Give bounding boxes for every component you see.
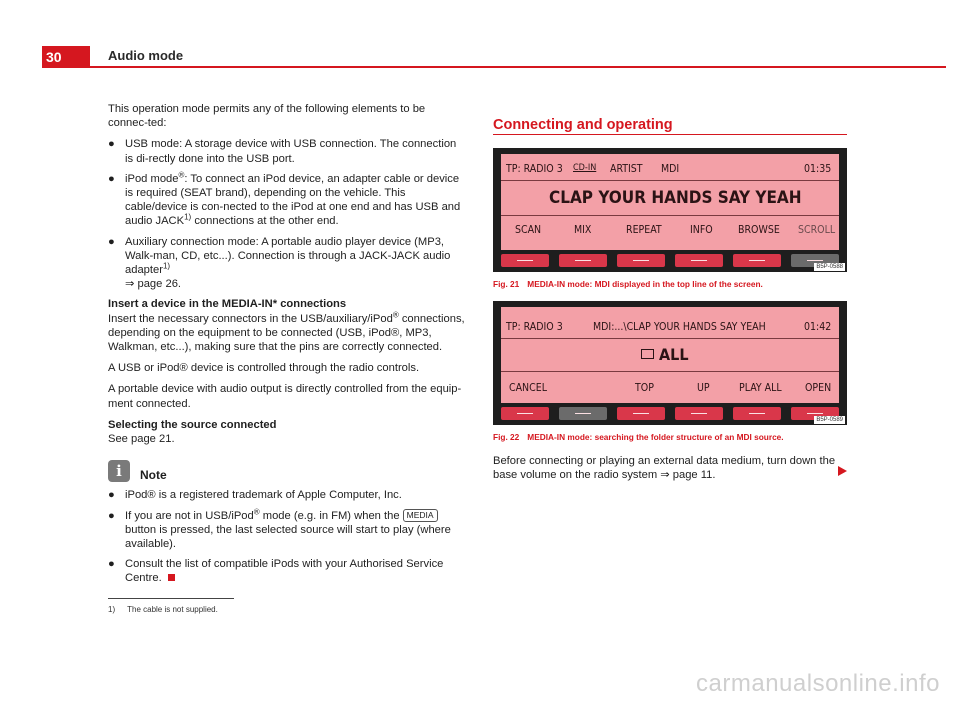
bullet-icon: ● bbox=[108, 172, 115, 185]
folder-row bbox=[641, 345, 688, 364]
softkey-button[interactable] bbox=[559, 254, 607, 267]
softkey-button[interactable] bbox=[675, 254, 723, 267]
list-item bbox=[108, 137, 466, 165]
bullet-icon: ● bbox=[108, 235, 115, 248]
info-icon: i bbox=[108, 460, 130, 482]
section-title: Connecting and operating bbox=[493, 117, 673, 133]
insert-heading: Insert a device in the MEDIA-IN* connections bbox=[108, 298, 347, 311]
softkey-label-play-all: PLAY ALL bbox=[739, 382, 782, 394]
softkey-button[interactable] bbox=[733, 254, 781, 267]
note-text: If you are not in USB/iPod bbox=[125, 509, 254, 522]
radio-screen-fig22 bbox=[493, 301, 847, 425]
footnote-text: The cable is not supplied. bbox=[127, 605, 218, 614]
track-title: CLAP YOUR HANDS SAY YEAH bbox=[549, 188, 802, 208]
lcd-divider bbox=[501, 180, 839, 181]
select-text[interactable]: See page 21. bbox=[108, 433, 175, 446]
body-text: Before connecting or playing an external data medium, turn down the base volume on the radio system ⇒ page 11. bbox=[493, 455, 836, 482]
bullet-text: : To connect an iPod device, an adapter cable or device is required (SEAT brand), depending on the vehicle. This cable/device is con-nected to the iPod at one end and has USB and audio JACK bbox=[125, 172, 461, 228]
softkey-label-scan: SCAN bbox=[515, 224, 542, 236]
softkey-label-open: OPEN bbox=[805, 382, 832, 394]
footnote-number: 1) bbox=[108, 605, 116, 614]
bullet-icon: ● bbox=[108, 138, 115, 151]
list-item bbox=[108, 172, 466, 229]
superscript: ® bbox=[178, 170, 185, 180]
lcd-display bbox=[501, 307, 839, 403]
page-header bbox=[0, 0, 960, 70]
chapter-title: Audio mode bbox=[108, 48, 184, 63]
softkey-label-repeat: REPEAT bbox=[626, 224, 662, 236]
tp-label: TP: RADIO 3 bbox=[506, 321, 563, 333]
softkey-label-scroll: SCROLL bbox=[798, 224, 836, 236]
bullet-icon: ● bbox=[108, 558, 115, 571]
intro-text: This operation mode permits any of the following elements to be connec-ted: bbox=[108, 103, 426, 130]
softkey-button[interactable] bbox=[733, 407, 781, 420]
note-text: button is pressed, the last selected source will start to play (where available). bbox=[125, 523, 451, 551]
list-item bbox=[108, 557, 466, 585]
insert-text-b: connections, depending on the equipment to be connected (USB, iPod®, MP3, Walkman, etc...), making sure that the pins are correctly connected. bbox=[108, 312, 465, 354]
time-label: 01:42 bbox=[804, 321, 832, 333]
insert-text bbox=[108, 309, 466, 355]
radio-screen-fig21 bbox=[493, 148, 847, 272]
footnote-ref: 1) bbox=[184, 212, 192, 222]
lcd-divider bbox=[501, 215, 839, 216]
note-title: Note bbox=[140, 468, 167, 483]
lcd-display bbox=[501, 154, 839, 250]
bullet-text: connections at the other end. bbox=[191, 215, 339, 228]
folder-name: ALL bbox=[659, 345, 689, 364]
bullet-icon: ● bbox=[108, 489, 115, 502]
softkey-button[interactable] bbox=[617, 407, 665, 420]
page-link[interactable]: ⇒ page 26. bbox=[125, 278, 182, 291]
bullet-text: iPod mode bbox=[125, 172, 179, 185]
superscript: ® bbox=[392, 309, 399, 319]
softkey-button[interactable] bbox=[617, 254, 665, 267]
bullet-icon: ● bbox=[108, 509, 115, 522]
softkey-label-mix: MIX bbox=[574, 224, 592, 236]
end-of-section-icon bbox=[168, 574, 175, 581]
figure-number: Fig. 22 bbox=[493, 432, 520, 442]
softkey-label-up: UP bbox=[697, 382, 710, 394]
time-label: 01:35 bbox=[804, 163, 832, 175]
softkey-button[interactable] bbox=[501, 254, 549, 267]
tp-label: TP: RADIO 3 bbox=[506, 163, 563, 175]
softkey-button[interactable] bbox=[559, 407, 607, 420]
portable-text: A portable device with audio output is directly controlled from the equip-ment connected. bbox=[108, 383, 462, 410]
softkey-button[interactable] bbox=[675, 407, 723, 420]
folder-path: MDI:...\CLAP YOUR HANDS SAY YEAH bbox=[593, 321, 766, 333]
superscript: ® bbox=[253, 506, 260, 516]
figure-number: Fig. 21 bbox=[493, 279, 520, 289]
select-heading: Selecting the source connected bbox=[108, 418, 277, 431]
bullet-text: USB mode: A storage device with USB connection. The connection is di-rectly done into the USB port. bbox=[125, 138, 457, 165]
list-item bbox=[108, 506, 466, 552]
continue-arrow-icon bbox=[838, 466, 847, 476]
softkey-label-browse: BROWSE bbox=[738, 224, 780, 236]
softkey-label-top: TOP bbox=[635, 382, 654, 394]
section-rule bbox=[493, 134, 847, 135]
figure-code: B5P-0588 bbox=[816, 264, 843, 270]
watermark: carmanualsonline.info bbox=[696, 670, 940, 697]
lcd-divider bbox=[501, 338, 839, 339]
mdi-label: MDI bbox=[661, 163, 680, 175]
list-item bbox=[108, 488, 466, 502]
usb-text: A USB or iPod® device is controlled through the radio controls. bbox=[108, 362, 420, 375]
header-rule bbox=[90, 66, 946, 68]
folder-icon bbox=[641, 349, 654, 359]
footnote bbox=[108, 605, 218, 614]
caption-text: MEDIA-IN mode: searching the folder structure of an MDI source. bbox=[527, 432, 784, 442]
softkey-label-cancel: CANCEL bbox=[509, 382, 547, 394]
note-header bbox=[108, 460, 466, 482]
softkey-label-info: INFO bbox=[690, 224, 713, 236]
media-key: MEDIA bbox=[403, 509, 438, 522]
list-item bbox=[108, 235, 466, 292]
note-text: Consult the list of compatible iPods with your Authorised Service Centre. bbox=[125, 558, 444, 585]
softkey-button[interactable] bbox=[501, 407, 549, 420]
note-text: mode (e.g. in FM) when the bbox=[259, 509, 403, 522]
artist-label: ARTIST bbox=[610, 163, 643, 175]
footnote-rule bbox=[108, 598, 234, 599]
lcd-divider bbox=[501, 371, 839, 372]
figure-caption bbox=[493, 432, 784, 442]
cd-in-label: CD-IN bbox=[573, 163, 597, 173]
bullet-text: Auxiliary connection mode: A portable audio player device (MP3, Walk-man, CD, etc...). Connection is through a JACK-JACK audio adapter bbox=[125, 235, 451, 277]
note-text: iPod® is a registered trademark of Apple Computer, Inc. bbox=[125, 489, 402, 502]
left-column bbox=[108, 102, 466, 592]
page-number: 30 bbox=[42, 46, 90, 68]
caption-text: MEDIA-IN mode: MDI displayed in the top line of the screen. bbox=[527, 279, 763, 289]
figure-caption bbox=[493, 279, 763, 289]
insert-text-a: Insert the necessary connectors in the USB/auxiliary/iPod bbox=[108, 312, 393, 325]
figure-code: B5P-0589 bbox=[816, 417, 843, 423]
footnote-ref: 1) bbox=[162, 261, 171, 271]
